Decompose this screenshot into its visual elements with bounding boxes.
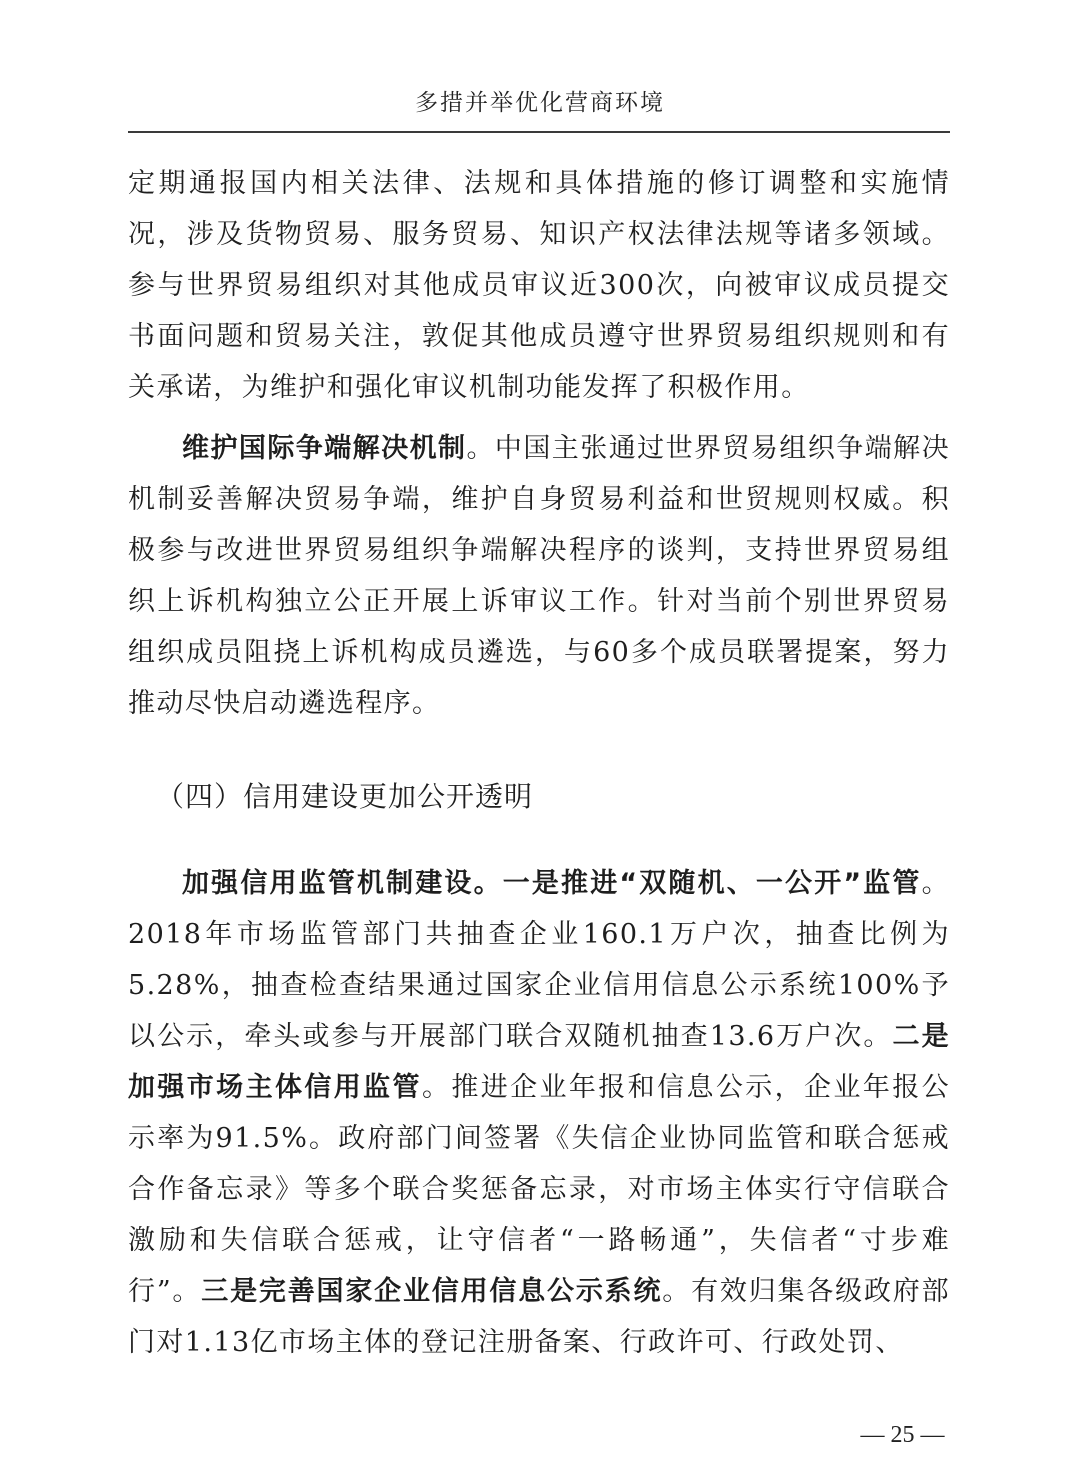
paragraph-credit-supervision	[128, 858, 950, 1368]
bold-lead-credit: 加强信用监管机制建设。一是推进“双随机、一公开”监管	[182, 868, 922, 899]
bold-lead-dispute: 维护国际争端解决机制	[182, 433, 467, 464]
paragraph-review-mechanism: 定期通报国内相关法律、法规和具体措施的修订调整和实施情况，涉及货物贸易、服务贸易、知识产权法律法规等诸多领域。参与世界贸易组织对其他成员审议近300次，向被审议成员提交书面问题和贸易关注，敦促其他成员遵守世界贸易组织规则和有关承诺，为维护和强化审议机制功能发挥了积极作用。	[128, 168, 950, 403]
page-number: — 25 —	[860, 1422, 945, 1448]
credit-text-2: 。推进企业年报和信息公示，企业年报公示率为91.5%。政府部门间签署《失信企业协同监管和联合惩戒合作备忘录》等多个联合奖惩备忘录，对市场主体实行守信联合激励和失信联合惩戒，让守信者“一路畅通”，失信者“寸步难行”。	[128, 1072, 951, 1307]
credit-text-3: 。有效归集各级政府部门对1.13亿市场主体的登记注册备案、行政许可、行政处罚、	[128, 1276, 950, 1358]
paragraph-dispute-text: 。中国主张通过世界贸易组织争端解决机制妥善解决贸易争端，维护自身贸易利益和世贸规则权威。积极参与改进世界贸易组织争端解决程序的谈判，支持世界贸易组织上诉机构独立公正开展上诉审议工作。针对当前个别世界贸易组织成员阻挠上诉机构成员遴选，与60多个成员联署提案，努力推动尽快启动遴选程序。	[128, 433, 950, 719]
header-rule	[128, 131, 950, 133]
running-header: 多措并举优化营商环境	[415, 90, 665, 116]
body-text	[128, 158, 950, 1368]
bold-lead-market: 二是加强市场主体信用监管	[128, 1021, 950, 1103]
credit-text-1: 。2018年市场监管部门共抽查企业160.1万户次，抽查比例为5.28%，抽查检查结果通过国家企业信用信息公示系统100%予以公示，牵头或参与开展部门联合双随机抽查13.6万户次。	[128, 868, 950, 1052]
section-heading: （四）信用建设更加公开透明	[156, 780, 534, 813]
paragraph-dispute-settlement	[128, 423, 950, 729]
bold-lead-system: 三是完善国家企业信用信息公示系统	[201, 1276, 663, 1307]
